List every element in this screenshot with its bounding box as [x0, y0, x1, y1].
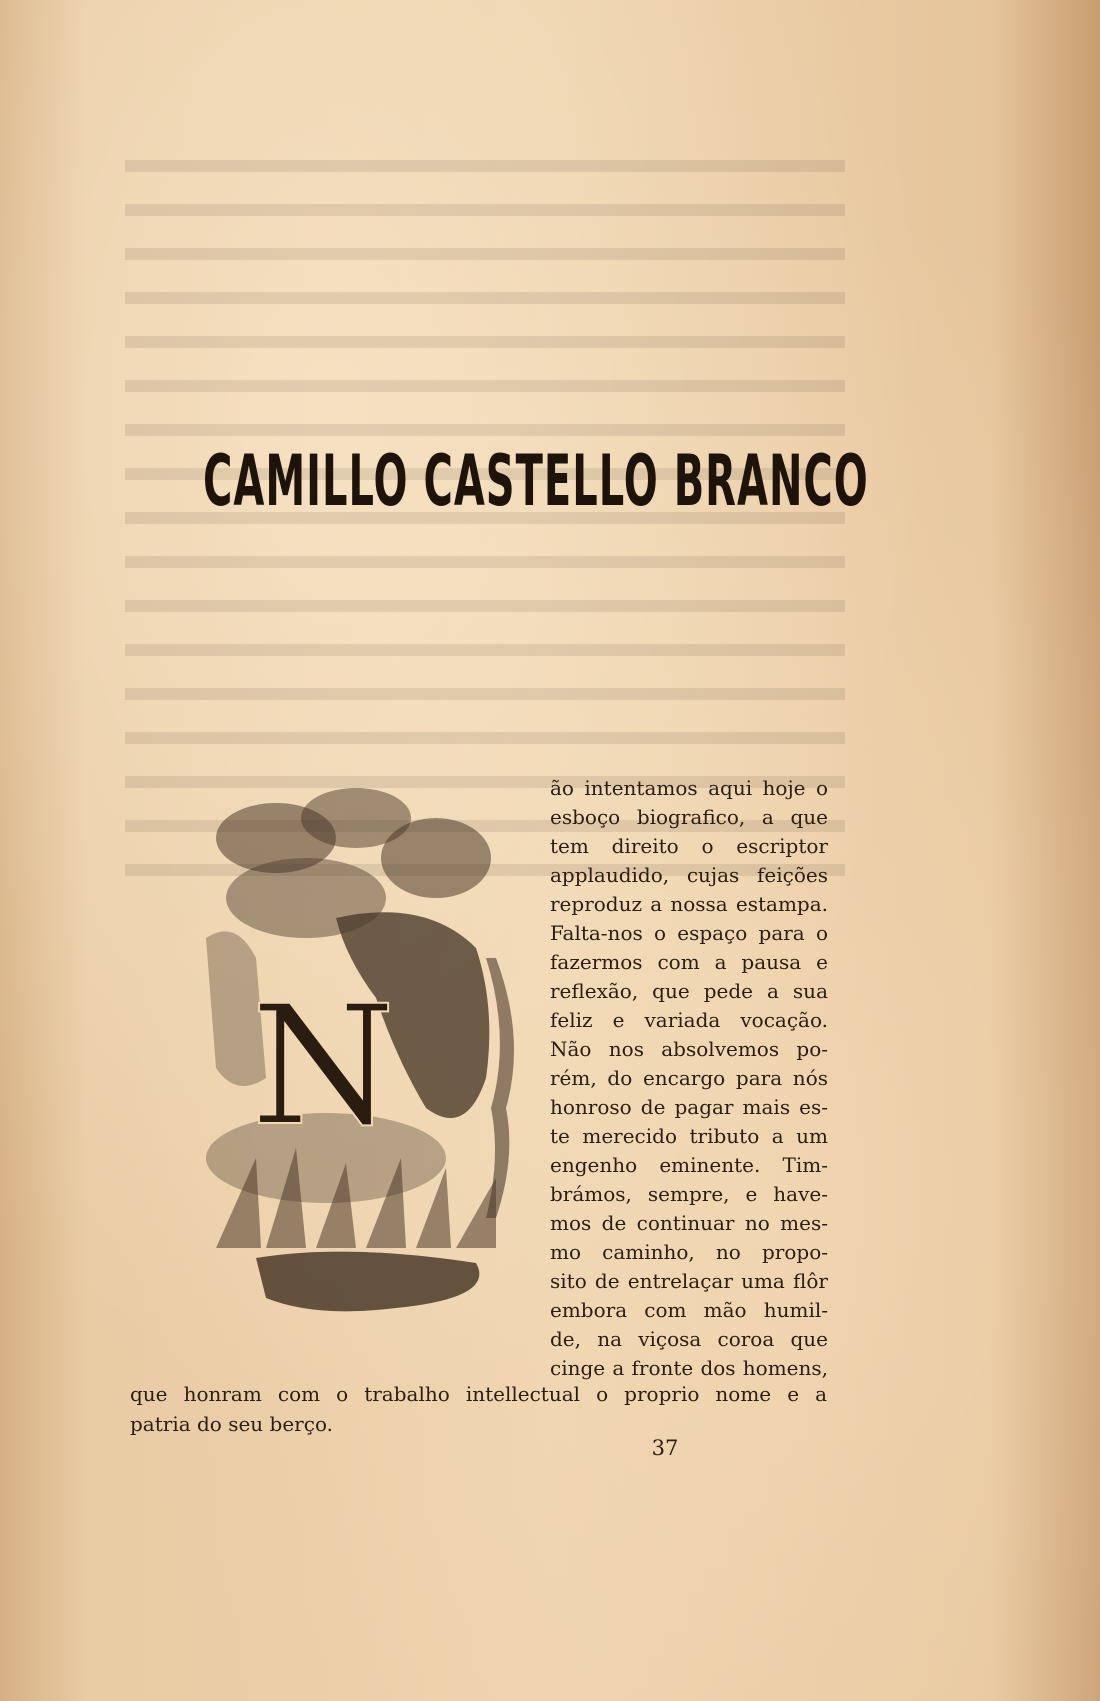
text-line: mos de continuar no mes- — [550, 1211, 828, 1235]
drop-cap-letter: N — [251, 970, 396, 1162]
text-line: honroso de pagar mais es- — [550, 1095, 828, 1119]
text-line: ão intentamos aqui hoje o — [550, 776, 828, 800]
text-line: fazermos com a pausa e — [550, 950, 828, 974]
text-line: mo caminho, no propo- — [550, 1240, 828, 1264]
text-line: reflexão, que pede a sua — [550, 979, 828, 1003]
text-line: engenho eminente. Tim- — [550, 1153, 828, 1177]
page-number: 37 — [651, 1436, 679, 1460]
article-title: CAMILLO CASTELLO BRANCO — [203, 441, 869, 523]
text-line: Não nos absolvemos po- — [550, 1037, 828, 1061]
text-line: applaudido, cujas feições — [550, 863, 828, 887]
text-line: reproduz a nossa estampa. — [550, 892, 828, 916]
text-line: sito de entrelaçar uma flôr — [550, 1269, 828, 1293]
text-column — [550, 774, 828, 1383]
text-line: esboço biografico, a que — [550, 805, 828, 829]
text-line: embora com mão humil- — [550, 1298, 828, 1322]
text-line: te merecido tributo a um — [550, 1124, 828, 1148]
text-line: cinge a fronte dos homens, — [550, 1356, 828, 1380]
text-line: de, na viçosa coroa que — [550, 1327, 828, 1351]
full-width-line: que honram com o trabalho intellectual o proprio nome e a — [130, 1382, 827, 1406]
text-line: Falta-nos o espaço para o — [550, 921, 828, 945]
text-line: brámos, sempre, e have- — [550, 1182, 828, 1206]
text-line: rém, do encargo para nós — [550, 1066, 828, 1090]
full-width-line: patria do seu berço. — [130, 1412, 333, 1436]
text-line: feliz e variada vocação. — [550, 1008, 828, 1032]
drop-cap-illustration — [196, 778, 541, 1338]
text-line: tem direito o escriptor — [550, 834, 828, 858]
